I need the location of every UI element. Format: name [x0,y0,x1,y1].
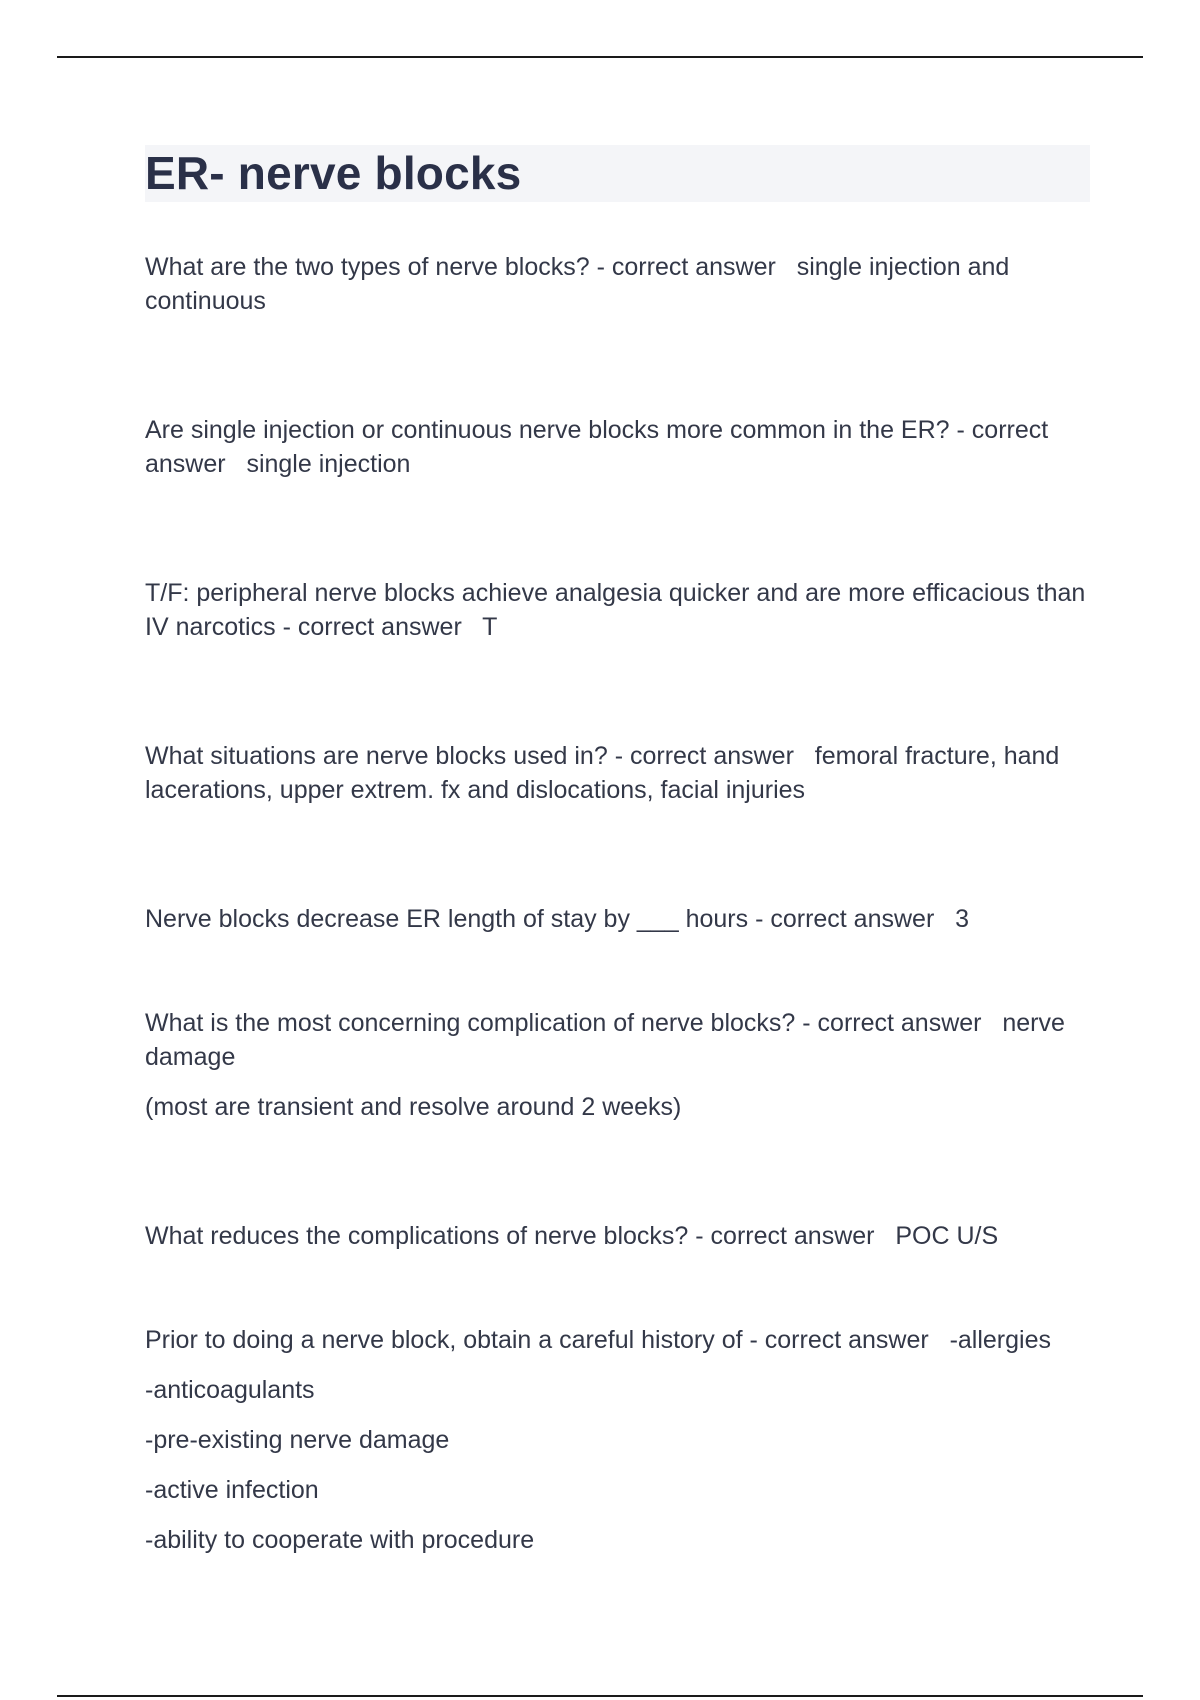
answer-text: POC U/S [895,1222,999,1250]
question-text: Prior to doing a nerve block, obtain a careful history of [145,1326,743,1354]
answer-marker: - correct answer [749,1326,929,1354]
top-rule [57,56,1143,58]
qa-item [145,413,1095,481]
question-text: What reduces the complications of nerve blocks? [145,1222,689,1250]
answer-text: nerve damage [145,1009,1065,1071]
answer-marker: - correct answer [755,905,935,933]
answer-marker: - correct answer [802,1009,982,1037]
qa-item [145,576,1095,644]
qa-main [145,1323,1095,1357]
question-text: What is the most concerning complication of nerve blocks? [145,1009,796,1037]
answer-extra-line: (most are transient and resolve around 2 weeks) [145,1093,682,1121]
qa-item [145,1006,1095,1124]
answer-marker: - correct answer [614,742,794,770]
question-text: What situations are nerve blocks used in? [145,742,608,770]
answer-text: single injection and continuous [145,253,1010,315]
answer-text: femoral fracture, hand lacerations, upper extrem. fx and dislocations, facial injuries [145,742,1060,804]
answer-marker: - correct answer [695,1222,875,1250]
answer-text: -allergies [949,1326,1051,1354]
qa-item [145,739,1095,807]
question-text: What are the two types of nerve blocks? [145,253,590,281]
question-text: Are single injection or continuous nerve blocks more common in the ER? [145,416,950,444]
answer-extra-line: -active infection [145,1476,319,1504]
qa-item [145,902,1095,936]
answer-marker: - correct answer [145,416,1049,478]
qa-item [145,1323,1095,1557]
bottom-rule [57,1695,1143,1697]
question-text: T/F: peripheral nerve blocks achieve analgesia quicker and are more efficacious than IV narcotics [145,579,1086,641]
qa-main [145,1006,1095,1074]
answer-text: T [482,613,498,641]
answer-text: 3 [955,905,970,933]
page-title: ER- nerve blocks [145,147,522,199]
qa-list [145,250,1095,1652]
answer-extra-line: -ability to cooperate with procedure [145,1526,535,1554]
answer-marker: - correct answer [282,613,462,641]
qa-item [145,1219,1095,1253]
answer-extra-line: -pre-existing nerve damage [145,1426,450,1454]
answer-text: single injection [246,450,411,478]
question-text: Nerve blocks decrease ER length of stay by ___ hours [145,905,749,933]
answer-marker: - correct answer [596,253,776,281]
answer-extra-line: -anticoagulants [145,1376,315,1404]
qa-item [145,250,1095,318]
